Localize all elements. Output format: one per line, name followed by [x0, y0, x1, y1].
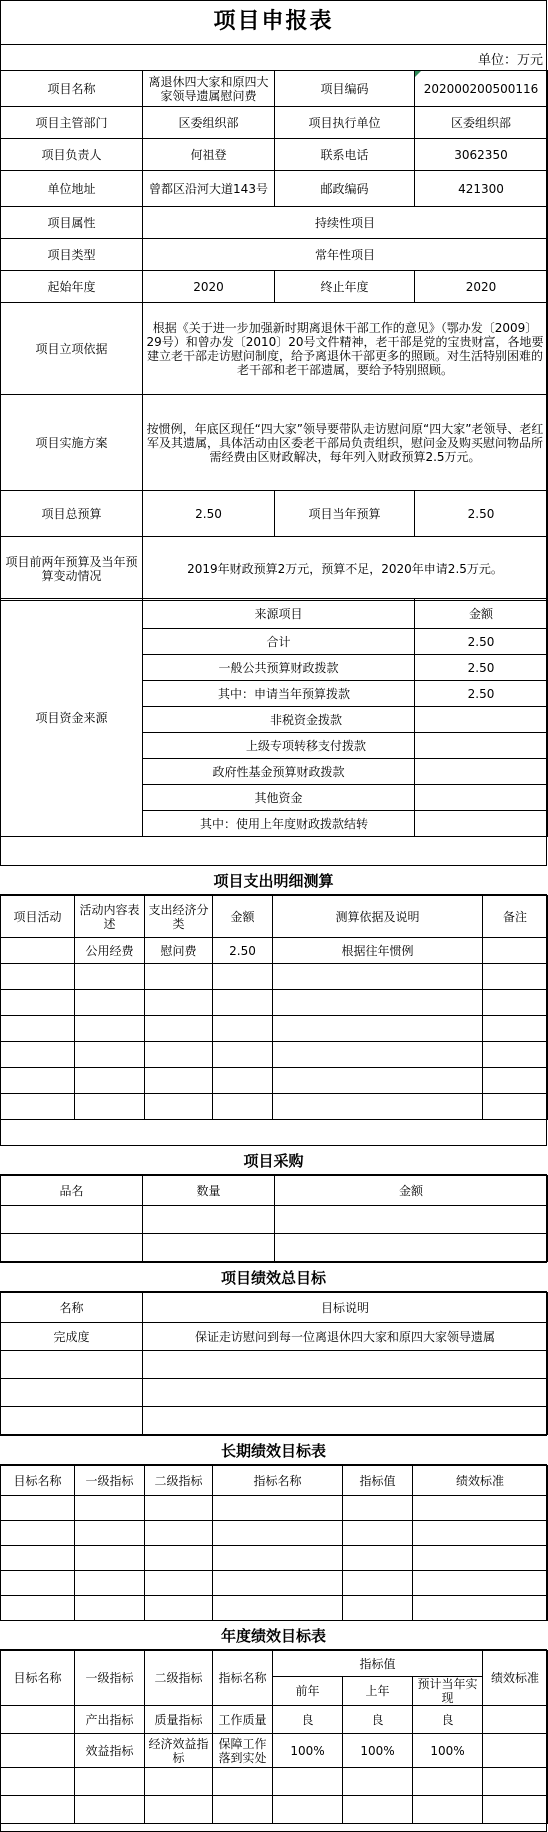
long-term-cell	[1, 1496, 75, 1521]
dept-label: 项目主管部门	[1, 107, 143, 139]
expense-cell: 根据往年惯例	[273, 938, 483, 964]
expense-cell	[145, 1042, 213, 1068]
annual-cell: 100%	[413, 1734, 483, 1768]
funding-source-amount: 2.50	[415, 681, 548, 707]
long-term-cell	[145, 1571, 213, 1596]
form-title: 项目申报表	[0, 0, 547, 45]
attr-value: 持续性项目	[143, 207, 548, 239]
expense-cell	[273, 1042, 483, 1068]
procurement-cell	[275, 1234, 548, 1262]
expense-cell	[483, 1042, 548, 1068]
annual-header-row	[1, 1651, 548, 1677]
annual-header-cell: 指标值	[273, 1651, 483, 1677]
perf-total-cell: 完成度	[1, 1323, 143, 1351]
expense-cell	[483, 1068, 548, 1094]
dept-value: 区委组织部	[143, 107, 275, 139]
expense-cell	[213, 1016, 273, 1042]
annual-subheader-cell: 前年	[273, 1677, 343, 1706]
expense-section-title: 项目支出明细测算	[0, 865, 547, 895]
project-code-label: 项目编码	[275, 71, 415, 107]
expense-cell	[213, 1042, 273, 1068]
expense-row	[1, 964, 548, 990]
postcode-label: 邮政编码	[275, 171, 415, 207]
expense-header-cell: 支出经济分类	[145, 896, 213, 938]
expense-cell	[213, 1068, 273, 1094]
annual-header-cell: 指标名称	[213, 1651, 273, 1706]
perf-total-row	[1, 1407, 548, 1435]
expense-header-cell: 金额	[213, 896, 273, 938]
expense-cell	[75, 990, 145, 1016]
project-name-value: 离退休四大家和原四大家领导遗属慰问费	[143, 71, 275, 107]
postcode-value: 421300	[415, 171, 548, 207]
budget-change-text: 2019年财政预算2万元，预算不足，2020年申请2.5万元。	[143, 537, 548, 601]
perf-total-cell	[1, 1379, 143, 1407]
funding-source-amount	[415, 811, 548, 837]
annual-cell	[343, 1768, 413, 1796]
procurement-header-cell: 数量	[143, 1176, 275, 1206]
perf-total-cell: 保证走访慰问到每一位离退休四大家和原四大家领导遗属	[143, 1323, 548, 1351]
plan-label: 项目实施方案	[1, 395, 143, 491]
funding-source-name: 合计	[143, 629, 415, 655]
long-term-cell	[1, 1596, 75, 1621]
procurement-cell	[143, 1234, 275, 1262]
perf-total-cell	[143, 1407, 548, 1435]
long-term-cell	[213, 1546, 343, 1571]
budget-change-label: 项目前两年预算及当年预算变动情况	[1, 537, 143, 601]
annual-cell	[213, 1768, 273, 1796]
perf-total-cell	[1, 1407, 143, 1435]
long-term-row	[1, 1546, 548, 1571]
plan-text: 按惯例，年底区现任“四大家”领导要带队走访慰问原“四大家”老领导、老红军及其遗属，具体活动由区委老干部局负责组织，慰问金及购买慰问物品所需经费由区财政解决，每年列入财政预算2.5万元。	[143, 395, 548, 491]
long-term-row	[1, 1521, 548, 1546]
annual-cell	[483, 1706, 548, 1734]
annual-cell: 良	[413, 1706, 483, 1734]
expense-cell	[213, 990, 273, 1016]
annual-cell	[1, 1796, 75, 1824]
long-term-cell	[145, 1596, 213, 1621]
procurement-header-cell: 金额	[275, 1176, 548, 1206]
expense-cell	[75, 1068, 145, 1094]
expense-cell	[145, 1094, 213, 1120]
expense-cell	[1, 964, 75, 990]
long-term-cell	[413, 1596, 548, 1621]
end-year-value: 2020	[415, 271, 548, 303]
long-term-cell	[75, 1571, 145, 1596]
funding-source-name: 一般公共预算财政拨款	[143, 655, 415, 681]
expense-cell	[1, 1042, 75, 1068]
perf-total-header-cell: 名称	[1, 1293, 143, 1323]
expense-cell	[75, 1042, 145, 1068]
expense-header-cell: 测算依据及说明	[273, 896, 483, 938]
long-term-cell	[75, 1596, 145, 1621]
expense-cell	[145, 1068, 213, 1094]
annual-row	[1, 1706, 548, 1734]
procurement-cell	[1, 1206, 143, 1234]
funding-source-name: 上级专项转移支付拨款	[143, 733, 415, 759]
procurement-cell	[1, 1234, 143, 1262]
year-budget-value: 2.50	[415, 491, 548, 537]
funding-source-amount: 2.50	[415, 629, 548, 655]
annual-subheader-cell: 预计当年实现	[413, 1677, 483, 1706]
expense-cell	[1, 1016, 75, 1042]
long-term-cell	[213, 1521, 343, 1546]
funding-source-amount	[415, 785, 548, 811]
basis-label: 项目立项依据	[1, 303, 143, 395]
total-budget-label: 项目总预算	[1, 491, 143, 537]
start-year-value: 2020	[143, 271, 275, 303]
annual-cell: 良	[343, 1706, 413, 1734]
expense-cell	[1, 1068, 75, 1094]
annual-cell	[1, 1734, 75, 1768]
expense-cell	[213, 964, 273, 990]
long-term-header-cell: 指标值	[343, 1466, 413, 1496]
funding-source-name: 其中：申请当年预算拨款	[143, 681, 415, 707]
long-term-header-cell: 指标名称	[213, 1466, 343, 1496]
funding-label: 项目资金来源	[1, 599, 143, 837]
long-term-row	[1, 1596, 548, 1621]
project-info-table	[0, 70, 548, 601]
exec-unit-label: 项目执行单位	[275, 107, 415, 139]
address-value: 曾都区沿河大道143号	[143, 171, 275, 207]
procurement-row	[1, 1206, 548, 1234]
annual-cell	[75, 1796, 145, 1824]
expense-row	[1, 1068, 548, 1094]
expense-cell	[273, 1094, 483, 1120]
long-term-section-title: 长期绩效目标表	[0, 1435, 547, 1465]
perf-total-cell	[143, 1351, 548, 1379]
funding-source-name: 非税资金拨款	[143, 707, 415, 733]
long-term-header-cell: 二级指标	[145, 1466, 213, 1496]
expense-cell	[483, 1016, 548, 1042]
project-code-cell	[415, 71, 548, 107]
procurement-table	[0, 1175, 548, 1262]
expense-row	[1, 1042, 548, 1068]
long-term-header-cell: 一级指标	[75, 1466, 145, 1496]
procurement-section-title: 项目采购	[0, 1145, 547, 1175]
long-term-row	[1, 1571, 548, 1596]
project-name-label: 项目名称	[1, 71, 143, 107]
annual-cell: 100%	[343, 1734, 413, 1768]
annual-cell: 工作质量	[213, 1706, 273, 1734]
annual-goal-table	[0, 1650, 548, 1824]
annual-cell	[343, 1796, 413, 1824]
perf-total-row	[1, 1351, 548, 1379]
annual-cell	[1, 1768, 75, 1796]
expense-cell: 慰问费	[145, 938, 213, 964]
annual-cell	[75, 1768, 145, 1796]
long-term-cell	[343, 1521, 413, 1546]
annual-section-title: 年度绩效目标表	[0, 1620, 547, 1650]
unit-row	[0, 44, 547, 71]
phone-value: 3062350	[415, 139, 548, 171]
expense-cell	[273, 1016, 483, 1042]
annual-row	[1, 1734, 548, 1768]
total-budget-value: 2.50	[143, 491, 275, 537]
procurement-cell	[143, 1206, 275, 1234]
procurement-cell	[275, 1206, 548, 1234]
phone-label: 联系电话	[275, 139, 415, 171]
funding-source-amount	[415, 733, 548, 759]
perf-total-table	[0, 1292, 548, 1435]
annual-cell: 良	[273, 1706, 343, 1734]
annual-cell	[483, 1734, 548, 1768]
expense-cell	[75, 1094, 145, 1120]
funding-source-amount	[415, 707, 548, 733]
annual-cell: 产出指标	[75, 1706, 145, 1734]
funding-source-name: 其中：使用上年度财政拨款结转	[143, 811, 415, 837]
annual-cell	[413, 1768, 483, 1796]
type-label: 项目类型	[1, 239, 143, 271]
long-term-cell	[413, 1546, 548, 1571]
annual-cell	[213, 1796, 273, 1824]
long-term-cell	[413, 1571, 548, 1596]
long-term-cell	[343, 1596, 413, 1621]
expense-cell	[75, 1016, 145, 1042]
long-term-row	[1, 1496, 548, 1521]
expense-cell	[273, 990, 483, 1016]
start-year-label: 起始年度	[1, 271, 143, 303]
perf-total-cell	[1, 1351, 143, 1379]
annual-header-cell: 一级指标	[75, 1651, 145, 1706]
long-term-cell	[343, 1571, 413, 1596]
perf-total-row	[1, 1323, 548, 1351]
annual-cell: 效益指标	[75, 1734, 145, 1768]
annual-subheader-cell: 上年	[343, 1677, 413, 1706]
long-term-cell	[1, 1521, 75, 1546]
annual-row	[1, 1768, 548, 1796]
long-term-cell	[213, 1571, 343, 1596]
expense-cell	[145, 990, 213, 1016]
expense-cell: 公用经费	[75, 938, 145, 964]
expense-header-cell: 活动内容表述	[75, 896, 145, 938]
procurement-header-row	[1, 1176, 548, 1206]
annual-cell	[413, 1796, 483, 1824]
long-term-header-row	[1, 1466, 548, 1496]
long-term-cell	[213, 1596, 343, 1621]
long-term-header-cell: 绩效标准	[413, 1466, 548, 1496]
expense-row	[1, 1094, 548, 1120]
procurement-header-cell: 品名	[1, 1176, 143, 1206]
long-term-goal-table	[0, 1465, 548, 1621]
expense-cell	[273, 964, 483, 990]
long-term-cell	[343, 1546, 413, 1571]
annual-cell: 质量指标	[145, 1706, 213, 1734]
annual-row	[1, 1796, 548, 1824]
annual-cell	[483, 1796, 548, 1824]
long-term-cell	[145, 1496, 213, 1521]
long-term-cell	[1, 1546, 75, 1571]
expense-cell	[1, 1094, 75, 1120]
perf-total-cell	[143, 1379, 548, 1407]
leader-label: 项目负责人	[1, 139, 143, 171]
expense-cell	[273, 1068, 483, 1094]
long-term-cell	[343, 1496, 413, 1521]
long-term-cell	[145, 1521, 213, 1546]
funding-source-amount: 2.50	[415, 655, 548, 681]
funding-col-amount: 金额	[415, 599, 548, 629]
funding-source-name: 其他资金	[143, 785, 415, 811]
cell-comment-marker	[415, 71, 421, 77]
unit-label: 单位：万元	[477, 53, 543, 68]
expense-cell	[145, 964, 213, 990]
year-budget-label: 项目当年预算	[275, 491, 415, 537]
annual-header-cell: 绩效标准	[483, 1651, 548, 1706]
expense-cell	[483, 990, 548, 1016]
funding-source-amount	[415, 759, 548, 785]
expense-header-row	[1, 896, 548, 938]
funding-source-table	[0, 598, 548, 837]
long-term-cell	[145, 1546, 213, 1571]
annual-cell	[145, 1796, 213, 1824]
basis-text: 根据《关于进一步加强新时期离退休干部工作的意见》（鄂办发〔2009〕29号）和曾办发〔2010〕20号文件精神，老干部是党的宝贵财富，各地要建立老干部走访慰问制度，给予离退休干部更多的照顾。对生活特别困难的老干部和老干部遗属，要给予特别照顾。	[143, 303, 548, 395]
expense-cell	[145, 1016, 213, 1042]
procurement-row	[1, 1234, 548, 1262]
annual-header-cell: 目标名称	[1, 1651, 75, 1706]
long-term-cell	[75, 1521, 145, 1546]
address-label: 单位地址	[1, 171, 143, 207]
expense-cell	[483, 964, 548, 990]
expense-cell	[1, 990, 75, 1016]
type-value: 常年性项目	[143, 239, 548, 271]
expense-row	[1, 1016, 548, 1042]
annual-cell	[1, 1706, 75, 1734]
annual-cell: 100%	[273, 1734, 343, 1768]
long-term-cell	[75, 1546, 145, 1571]
long-term-cell	[1, 1571, 75, 1596]
annual-cell	[483, 1768, 548, 1796]
expense-row	[1, 938, 548, 964]
long-term-cell	[75, 1496, 145, 1521]
long-term-cell	[213, 1496, 343, 1521]
funding-col-source: 来源项目	[143, 599, 415, 629]
annual-header-cell: 二级指标	[145, 1651, 213, 1706]
perf-total-header-row	[1, 1293, 548, 1323]
leader-value: 何祖登	[143, 139, 275, 171]
annual-cell	[273, 1796, 343, 1824]
expense-detail-table	[0, 895, 548, 1120]
expense-header-cell: 项目活动	[1, 896, 75, 938]
perf-total-row	[1, 1379, 548, 1407]
expense-cell	[483, 1094, 548, 1120]
perf-total-section-title: 项目绩效总目标	[0, 1262, 547, 1292]
long-term-cell	[413, 1521, 548, 1546]
expense-row	[1, 990, 548, 1016]
attr-label: 项目属性	[1, 207, 143, 239]
long-term-cell	[413, 1496, 548, 1521]
expense-cell	[75, 964, 145, 990]
annual-cell	[273, 1768, 343, 1796]
expense-cell	[213, 1094, 273, 1120]
perf-total-header-cell: 目标说明	[143, 1293, 548, 1323]
long-term-header-cell: 目标名称	[1, 1466, 75, 1496]
annual-cell	[145, 1768, 213, 1796]
annual-cell: 经济效益指标	[145, 1734, 213, 1768]
annual-cell: 保障工作落到实处	[213, 1734, 273, 1768]
end-year-label: 终止年度	[275, 271, 415, 303]
exec-unit-value: 区委组织部	[415, 107, 548, 139]
expense-cell: 2.50	[213, 938, 273, 964]
funding-source-name: 政府性基金预算财政拨款	[143, 759, 415, 785]
expense-header-cell: 备注	[483, 896, 548, 938]
expense-cell	[483, 938, 548, 964]
project-code-value: 202000200500116	[423, 81, 539, 96]
expense-cell	[1, 938, 75, 964]
